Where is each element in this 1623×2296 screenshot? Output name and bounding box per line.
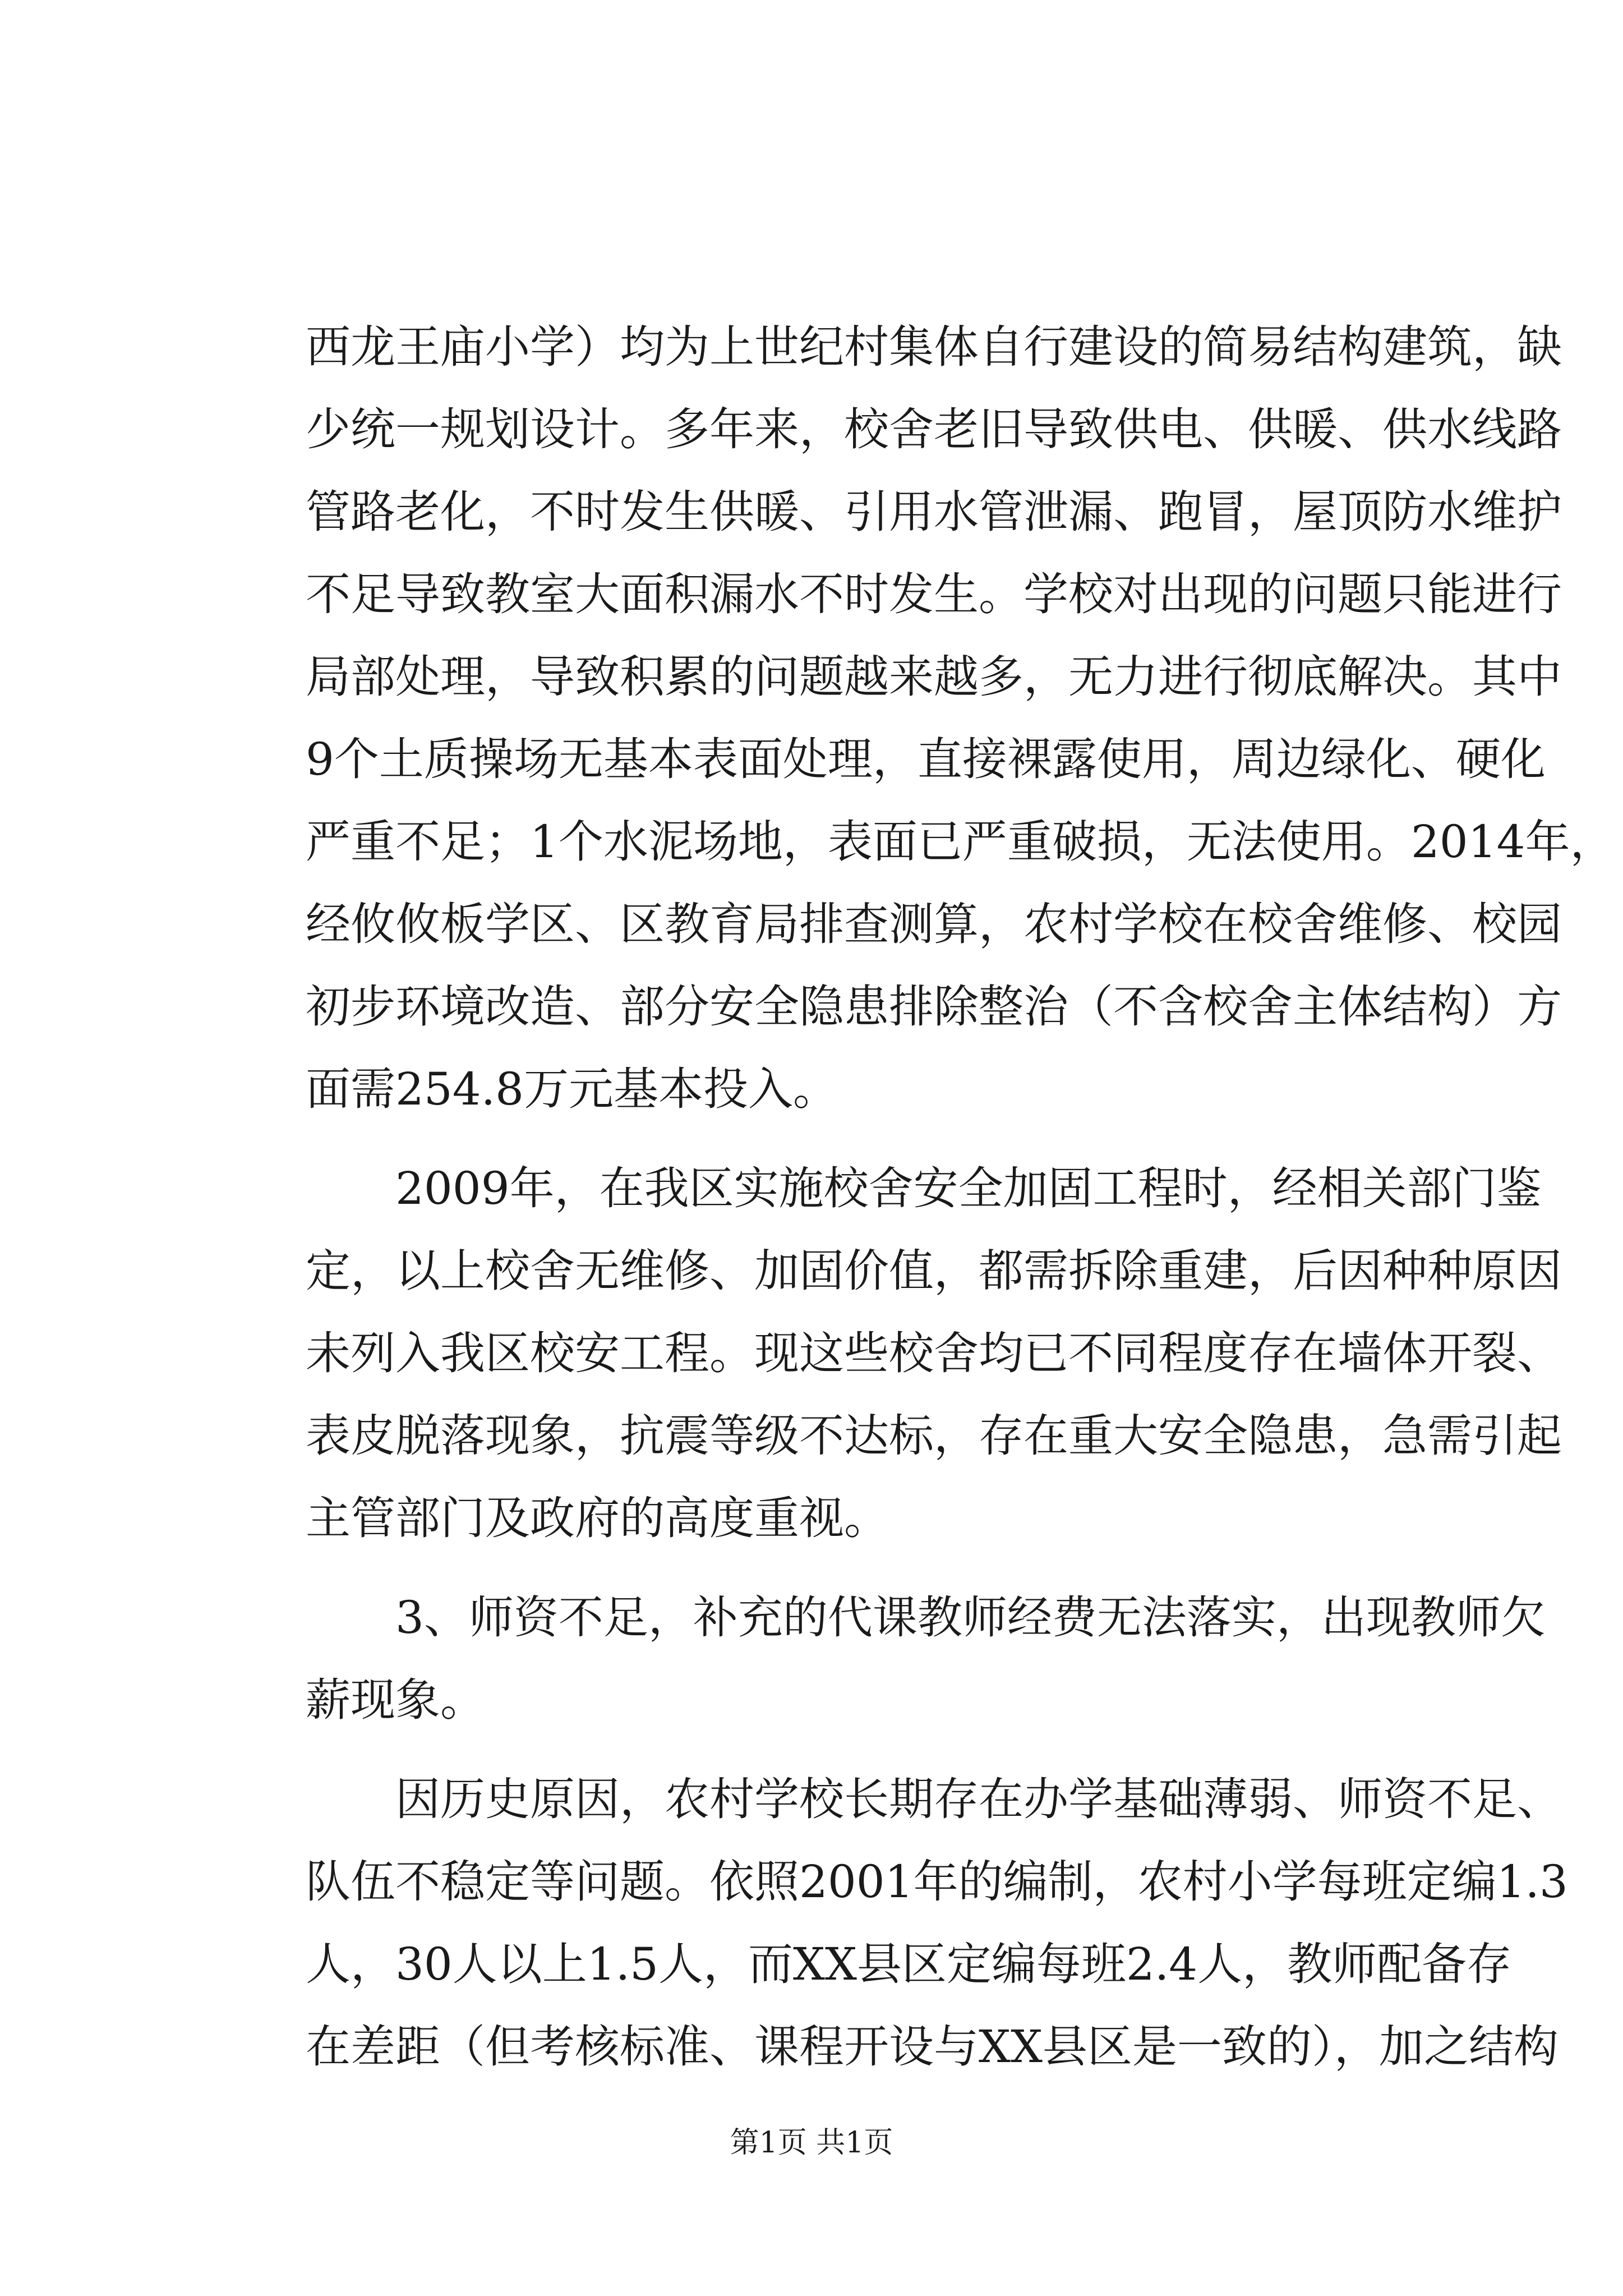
text-line: 不足导致教室大面积漏水不时发生。学校对出现的问题只能进行: [306, 568, 1562, 620]
page-number-label: 第1页 共1页: [730, 2126, 893, 2160]
text-line: 主管部门及政府的高度重视。: [306, 1492, 889, 1544]
text-line: 人，30人以上1.5人，而XX县区定编每班2.4人，教师配备存: [306, 1938, 1512, 1990]
text-line: 队伍不稳定等问题。依照2001年的编制，农村小学每班定编1.3: [306, 1856, 1568, 1908]
text-line: 初步环境改造、部分安全隐患排除整治（不含校舍主体结构）方: [306, 981, 1562, 1033]
text-line: 在差距（但考核标准、课程开设与XX县区是一致的），加之结构: [306, 2021, 1559, 2073]
text-line: 管路老化，不时发生供暖、引用水管泄漏、跑冒，屋顶防水维护: [306, 486, 1562, 538]
text-line: 薪现象。: [306, 1674, 485, 1726]
text-line: 西龙王庙小学）均为上世纪村集体自行建设的简易结构建筑，缺: [306, 321, 1562, 373]
text-line: 经攸攸板学区、区教育局排查测算，农村学校在校舍维修、校园: [306, 898, 1562, 950]
text-line: 表皮脱落现象，抗震等级不达标，存在重大安全隐患，急需引起: [306, 1410, 1562, 1462]
text-line: 严重不足；1个水泥场地，表面已严重破损，无法使用。2014年，: [306, 816, 1615, 868]
text-line: 未列入我区校安工程。现这些校舍均已不同程度存在墙体开裂、: [306, 1327, 1562, 1379]
text-line: 定，以上校舍无维修、加固价值，都需拆除重建，后因种种原因: [306, 1245, 1562, 1297]
text-line: 9个土质操场无基本表面处理，直接裸露使用，周边绿化、硬化: [306, 733, 1546, 785]
page-footer: [0, 2126, 1623, 2160]
text-line: 因历史原因，农村学校长期存在办学基础薄弱、师资不足、: [306, 1773, 1562, 1825]
paragraph-2: [306, 1147, 1562, 1559]
text-line: 2009年，在我区实施校舍安全加固工程时，经相关部门鉴: [306, 1162, 1542, 1214]
text-line: 面需254.8万元基本投入。: [306, 1063, 838, 1115]
text-line: 局部处理，导致积累的问题越来越多，无力进行彻底解决。其中: [306, 651, 1562, 703]
paragraph-3: [306, 1576, 1546, 1741]
paragraph-1: [306, 306, 1615, 1130]
paragraph-4: [306, 1758, 1568, 2088]
text-line: 3、师资不足，补充的代课教师经费无法落实，出现教师欠: [306, 1591, 1546, 1644]
document-body: [306, 306, 1615, 2088]
text-line: 少统一规划设计。多年来，校舍老旧导致供电、供暖、供水线路: [306, 403, 1562, 455]
